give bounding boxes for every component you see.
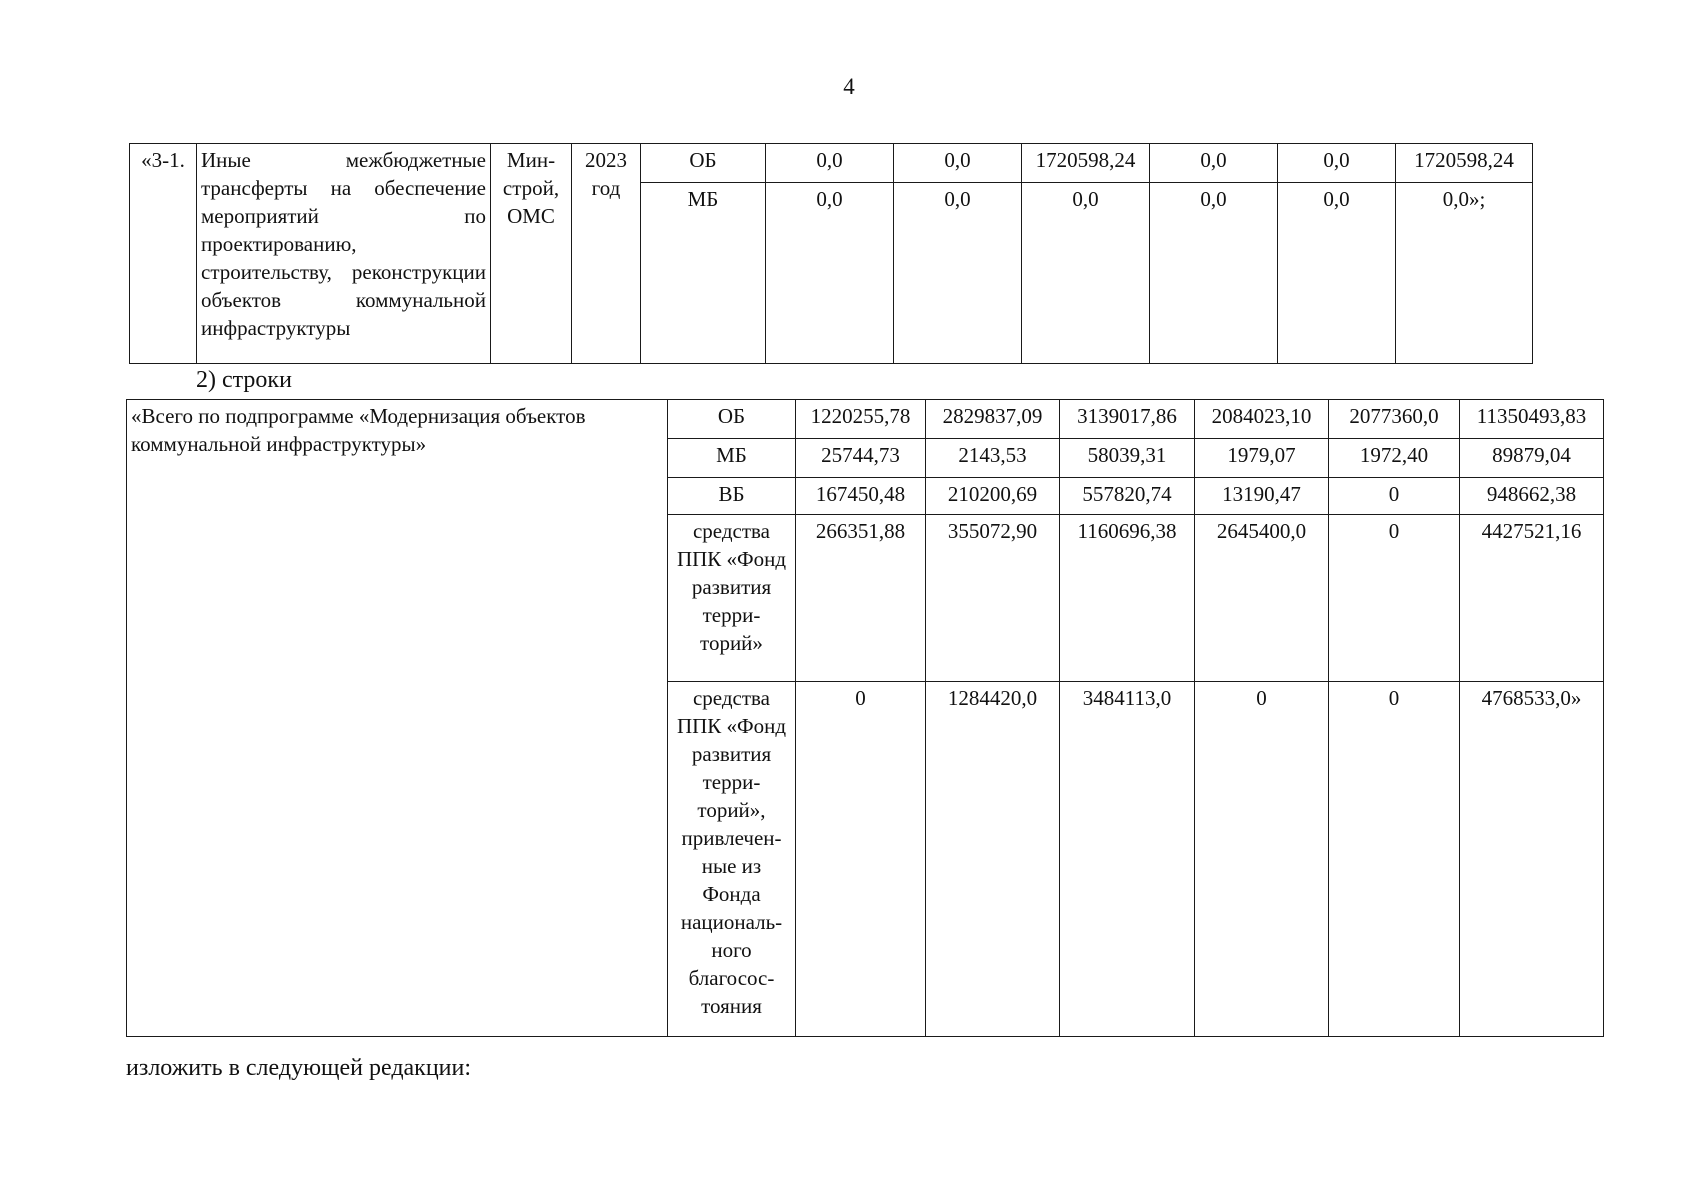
value-cell: 1720598,24 <box>1396 144 1533 183</box>
funding-source: средства ППК «Фонд развития терри-торий», привлечен-ные из Фонда националь-ного благосос-тояния <box>668 682 796 1037</box>
value-cell: 4768533,0» <box>1460 682 1604 1037</box>
value-cell: 1979,07 <box>1195 439 1329 478</box>
value-cell: 3139017,86 <box>1060 400 1195 439</box>
value-cell: 2084023,10 <box>1195 400 1329 439</box>
value-cell: 948662,38 <box>1460 478 1604 515</box>
funding-source: ОБ <box>668 400 796 439</box>
value-cell: 0,0 <box>1150 183 1278 364</box>
value-cell: 2829837,09 <box>926 400 1060 439</box>
value-cell: 355072,90 <box>926 515 1060 682</box>
value-cell: 1720598,24 <box>1022 144 1150 183</box>
value-cell: 58039,31 <box>1060 439 1195 478</box>
value-cell: 2077360,0 <box>1329 400 1460 439</box>
page-number: 4 <box>843 74 855 99</box>
executor: Мин-строй, ОМС <box>491 144 572 364</box>
funding-source: МБ <box>641 183 766 364</box>
value-cell: 266351,88 <box>796 515 926 682</box>
value-cell: 89879,04 <box>1460 439 1604 478</box>
program-table-bottom <box>126 399 1604 1037</box>
value-cell: 167450,48 <box>796 478 926 515</box>
value-cell: 0 <box>796 682 926 1037</box>
value-cell: 0,0 <box>894 144 1022 183</box>
value-cell: 0 <box>1195 682 1329 1037</box>
value-cell: 0 <box>1329 478 1460 515</box>
value-cell: 0 <box>1329 515 1460 682</box>
paragraph-rows: 2) строки <box>196 367 292 393</box>
paragraph-footer: изложить в следующей редакции: <box>126 1055 472 1081</box>
funding-source: средства ППК «Фонд развития терри-торий» <box>668 515 796 682</box>
row-number: «3-1. <box>130 144 197 364</box>
value-cell: 0,0 <box>766 183 894 364</box>
value-cell: 1972,40 <box>1329 439 1460 478</box>
value-cell: 1160696,38 <box>1060 515 1195 682</box>
value-cell: 2645400,0 <box>1195 515 1329 682</box>
value-cell: 11350493,83 <box>1460 400 1604 439</box>
value-cell: 2143,53 <box>926 439 1060 478</box>
funding-source: ОБ <box>641 144 766 183</box>
value-cell: 0,0 <box>894 183 1022 364</box>
value-cell: 0,0»; <box>1396 183 1533 364</box>
activity-name: Иные межбюджетные трансферты на обеспечение мероприятий по проектированию, строительству, реконструкции объектов коммунальной инфраструктуры <box>197 144 491 364</box>
value-cell: 3484113,0 <box>1060 682 1195 1037</box>
period: 2023 год <box>572 144 641 364</box>
value-cell: 0,0 <box>1022 183 1150 364</box>
value-cell: 25744,73 <box>796 439 926 478</box>
value-cell: 0,0 <box>1150 144 1278 183</box>
value-cell: 0 <box>1329 682 1460 1037</box>
value-cell: 0,0 <box>1278 144 1396 183</box>
subprogram-total-name: «Всего по подпрограмме «Модернизация объектов коммунальной инфраструктуры» <box>127 400 668 1037</box>
value-cell: 210200,69 <box>926 478 1060 515</box>
funding-source: МБ <box>668 439 796 478</box>
value-cell: 13190,47 <box>1195 478 1329 515</box>
value-cell: 0,0 <box>1278 183 1396 364</box>
value-cell: 1220255,78 <box>796 400 926 439</box>
program-table-top <box>129 143 1533 364</box>
value-cell: 1284420,0 <box>926 682 1060 1037</box>
value-cell: 557820,74 <box>1060 478 1195 515</box>
value-cell: 0,0 <box>766 144 894 183</box>
value-cell: 4427521,16 <box>1460 515 1604 682</box>
funding-source: ВБ <box>668 478 796 515</box>
